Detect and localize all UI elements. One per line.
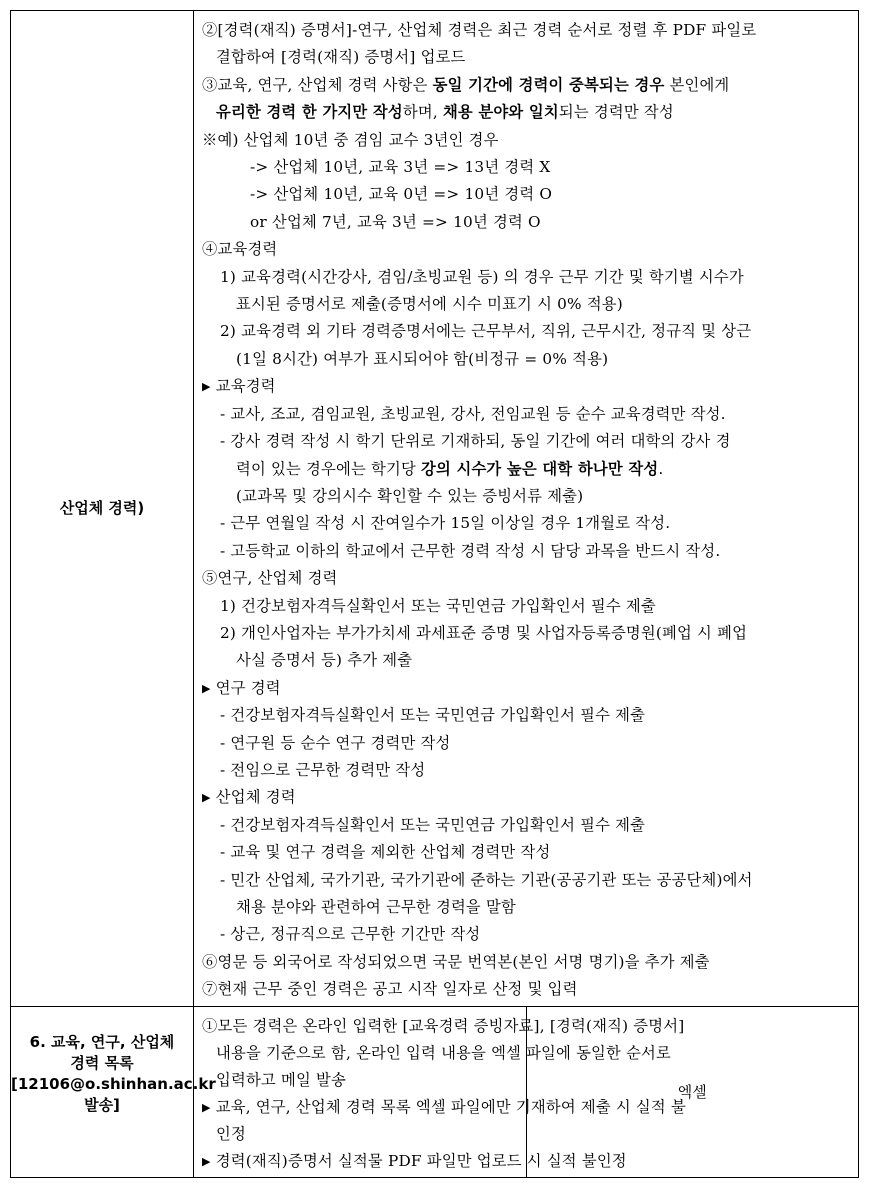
format-note: 엑셀 <box>526 1006 859 1177</box>
item-5-sub-1: 1) 건강보험자격득실확인서 또는 국민연금 가입확인서 필수 제출 <box>220 596 656 615</box>
example-line-3: or 산업체 7년, 교육 3년 => 10년 경력 O <box>250 212 541 231</box>
item-6: ⑥영문 등 외국어로 작성되었으면 국문 번역본(본인 서명 명기)을 추가 제출 <box>202 952 710 971</box>
label-line-2: 경력 목록 <box>70 1053 134 1072</box>
item-2-line-1: ②[경력(재직) 증명서]-연구, 산업체 경력은 최근 경력 순서로 정렬 후 PDF 파일로 <box>202 21 757 39</box>
bullet-research-heading: ▶ 연구 경력 <box>202 678 281 697</box>
industry-rule-3-line-1: - 민간 산업체, 국가기관, 국가기관에 준하는 기관(공공기관 또는 공공단체)에서 <box>220 870 753 889</box>
list-item-1-line-1: ①모든 경력은 온라인 입력한 [교육경력 증빙자료], [경력(재직) 증명서] <box>202 1016 685 1035</box>
emphasis-overlap: 동일 기간에 경력이 중복되는 경우 <box>432 75 665 94</box>
section-content <box>194 11 859 1007</box>
triangle-bullet-icon: ▶ <box>202 1154 211 1168</box>
label-line-4: 발송] <box>84 1095 120 1114</box>
item-5-sub-2-line-1: 2) 개인사업자는 부가가치세 과세표준 증명 및 사업자등록증명원(폐업 시 폐업 <box>220 623 748 642</box>
education-rule-1: - 교사, 조교, 겸임교원, 초빙교원, 강사, 전임교원 등 순수 교육경력만 작성. <box>220 404 726 423</box>
section-label: 산업체 경력) <box>11 11 194 1007</box>
item-2-line-2: 결합하여 [경력(재직) 증명서] 업로드 <box>216 48 466 67</box>
education-rule-4: - 고등학교 이하의 학교에서 근무한 경력 작성 시 담당 과목을 반드시 작성. <box>220 541 721 560</box>
label-line-1: 6. 교육, 연구, 산업체 <box>29 1032 175 1051</box>
item-4-sub-1-line-1: 1) 교육경력(시간강사, 겸임/초빙교원 등) 의 경우 근무 기간 및 학기별 시수가 <box>220 267 744 286</box>
item-7: ⑦현재 근무 중인 경력은 공고 시작 일자로 산정 및 입력 <box>202 980 578 999</box>
education-rule-2-line-1: - 강사 경력 작성 시 학기 단위로 기재하되, 동일 기간에 여러 대학의 강사 경 <box>220 432 731 451</box>
career-list-label <box>11 1006 216 1177</box>
item-4-sub-2-line-2: (1일 8시간) 여부가 표시되어야 함(비정규 = 0% 적용) <box>236 349 609 368</box>
research-rule-2: - 연구원 등 순수 연구 경력만 작성 <box>220 733 451 752</box>
education-rule-3: - 근무 연월일 작성 시 잔여일수가 15일 이상일 경우 1개월로 작성. <box>220 514 671 533</box>
triangle-bullet-icon: ▶ <box>202 791 211 805</box>
emphasis-highest-hours: 강의 시수가 높은 대학 하나만 작성 <box>421 459 659 478</box>
education-rule-2-line-3: (교과목 및 강의시수 확인할 수 있는 증빙서류 제출) <box>236 486 584 505</box>
bullet-industry-heading: ▶ 산업체 경력 <box>202 788 296 807</box>
bullet-education-heading: ▶ 교육경력 <box>202 377 276 396</box>
research-rule-1: - 건강보험자격득실확인서 또는 국민연금 가입확인서 필수 제출 <box>220 706 646 725</box>
list-item-1-line-3: 입력하고 메일 발송 <box>216 1070 346 1089</box>
item-5-sub-2-line-2: 사실 증명서 등) 추가 제출 <box>236 651 413 670</box>
emphasis-one-career: 유리한 경력 한 가지만 작성 <box>216 103 403 122</box>
emphasis-field-match: 채용 분야와 일치 <box>442 103 559 122</box>
career-row <box>11 11 859 1007</box>
example-heading: ※예) 산업체 10년 중 겸임 교수 3년인 경우 <box>202 130 499 149</box>
triangle-bullet-icon: ▶ <box>202 380 211 394</box>
research-rule-3: - 전임으로 근무한 경력만 작성 <box>220 760 426 779</box>
list-item-1-line-2: 내용을 기준으로 함, 온라인 입력 내용을 엑셀 파일에 동일한 순서로 <box>216 1043 671 1062</box>
list-bullet-2: ▶ 경력(재직)증명서 실적물 PDF 파일만 업로드 시 실적 불인정 <box>202 1151 627 1170</box>
example-line-2: -> 산업체 10년, 교육 0년 => 10년 경력 O <box>250 185 553 204</box>
list-bullet-1-line-1: ▶ 교육, 연구, 산업체 경력 목록 엑셀 파일에만 기재하여 제출 시 실적 불 <box>202 1097 686 1116</box>
item-3-line-1: ③교육, 연구, 산업체 경력 사항은 동일 기간에 경력이 중복되는 경우 본인에게 <box>202 75 730 94</box>
requirements-table <box>10 10 859 1178</box>
item-3-line-2: 유리한 경력 한 가지만 작성하며, 채용 분야와 일치되는 경력만 작성 <box>216 103 674 122</box>
example-line-1: -> 산업체 10년, 교육 3년 => 13년 경력 X <box>250 158 551 177</box>
industry-rule-4: - 상근, 정규직으로 근무한 기간만 작성 <box>220 925 481 944</box>
industry-rule-3-line-2: 채용 분야와 관련하여 근무한 경력을 말함 <box>236 898 516 916</box>
triangle-bullet-icon: ▶ <box>202 681 211 695</box>
item-4-sub-1-line-2: 표시된 증명서로 제출(증명서에 시수 미표기 시 0% 적용) <box>236 295 623 314</box>
item-4-sub-2-line-1: 2) 교육경력 외 기타 경력증명서에는 근무부서, 직위, 근무시간, 정규직 및 상근 <box>220 322 752 341</box>
career-list-content <box>194 1006 686 1177</box>
item-4-heading: ④교육경력 <box>202 240 278 259</box>
list-bullet-1-line-2: 인정 <box>216 1124 246 1143</box>
industry-rule-1: - 건강보험자격득실확인서 또는 국민연금 가입확인서 필수 제출 <box>220 815 646 834</box>
industry-rule-2: - 교육 및 연구 경력을 제외한 산업체 경력만 작성 <box>220 843 551 862</box>
education-rule-2-line-2: 력이 있는 경우에는 학기당 강의 시수가 높은 대학 하나만 작성. <box>236 459 664 478</box>
career-list-row <box>11 1006 859 1177</box>
label-email: [12106@o.shinhan.ac.kr <box>11 1074 216 1093</box>
triangle-bullet-icon: ▶ <box>202 1100 211 1114</box>
item-5-heading: ⑤연구, 산업체 경력 <box>202 569 338 588</box>
